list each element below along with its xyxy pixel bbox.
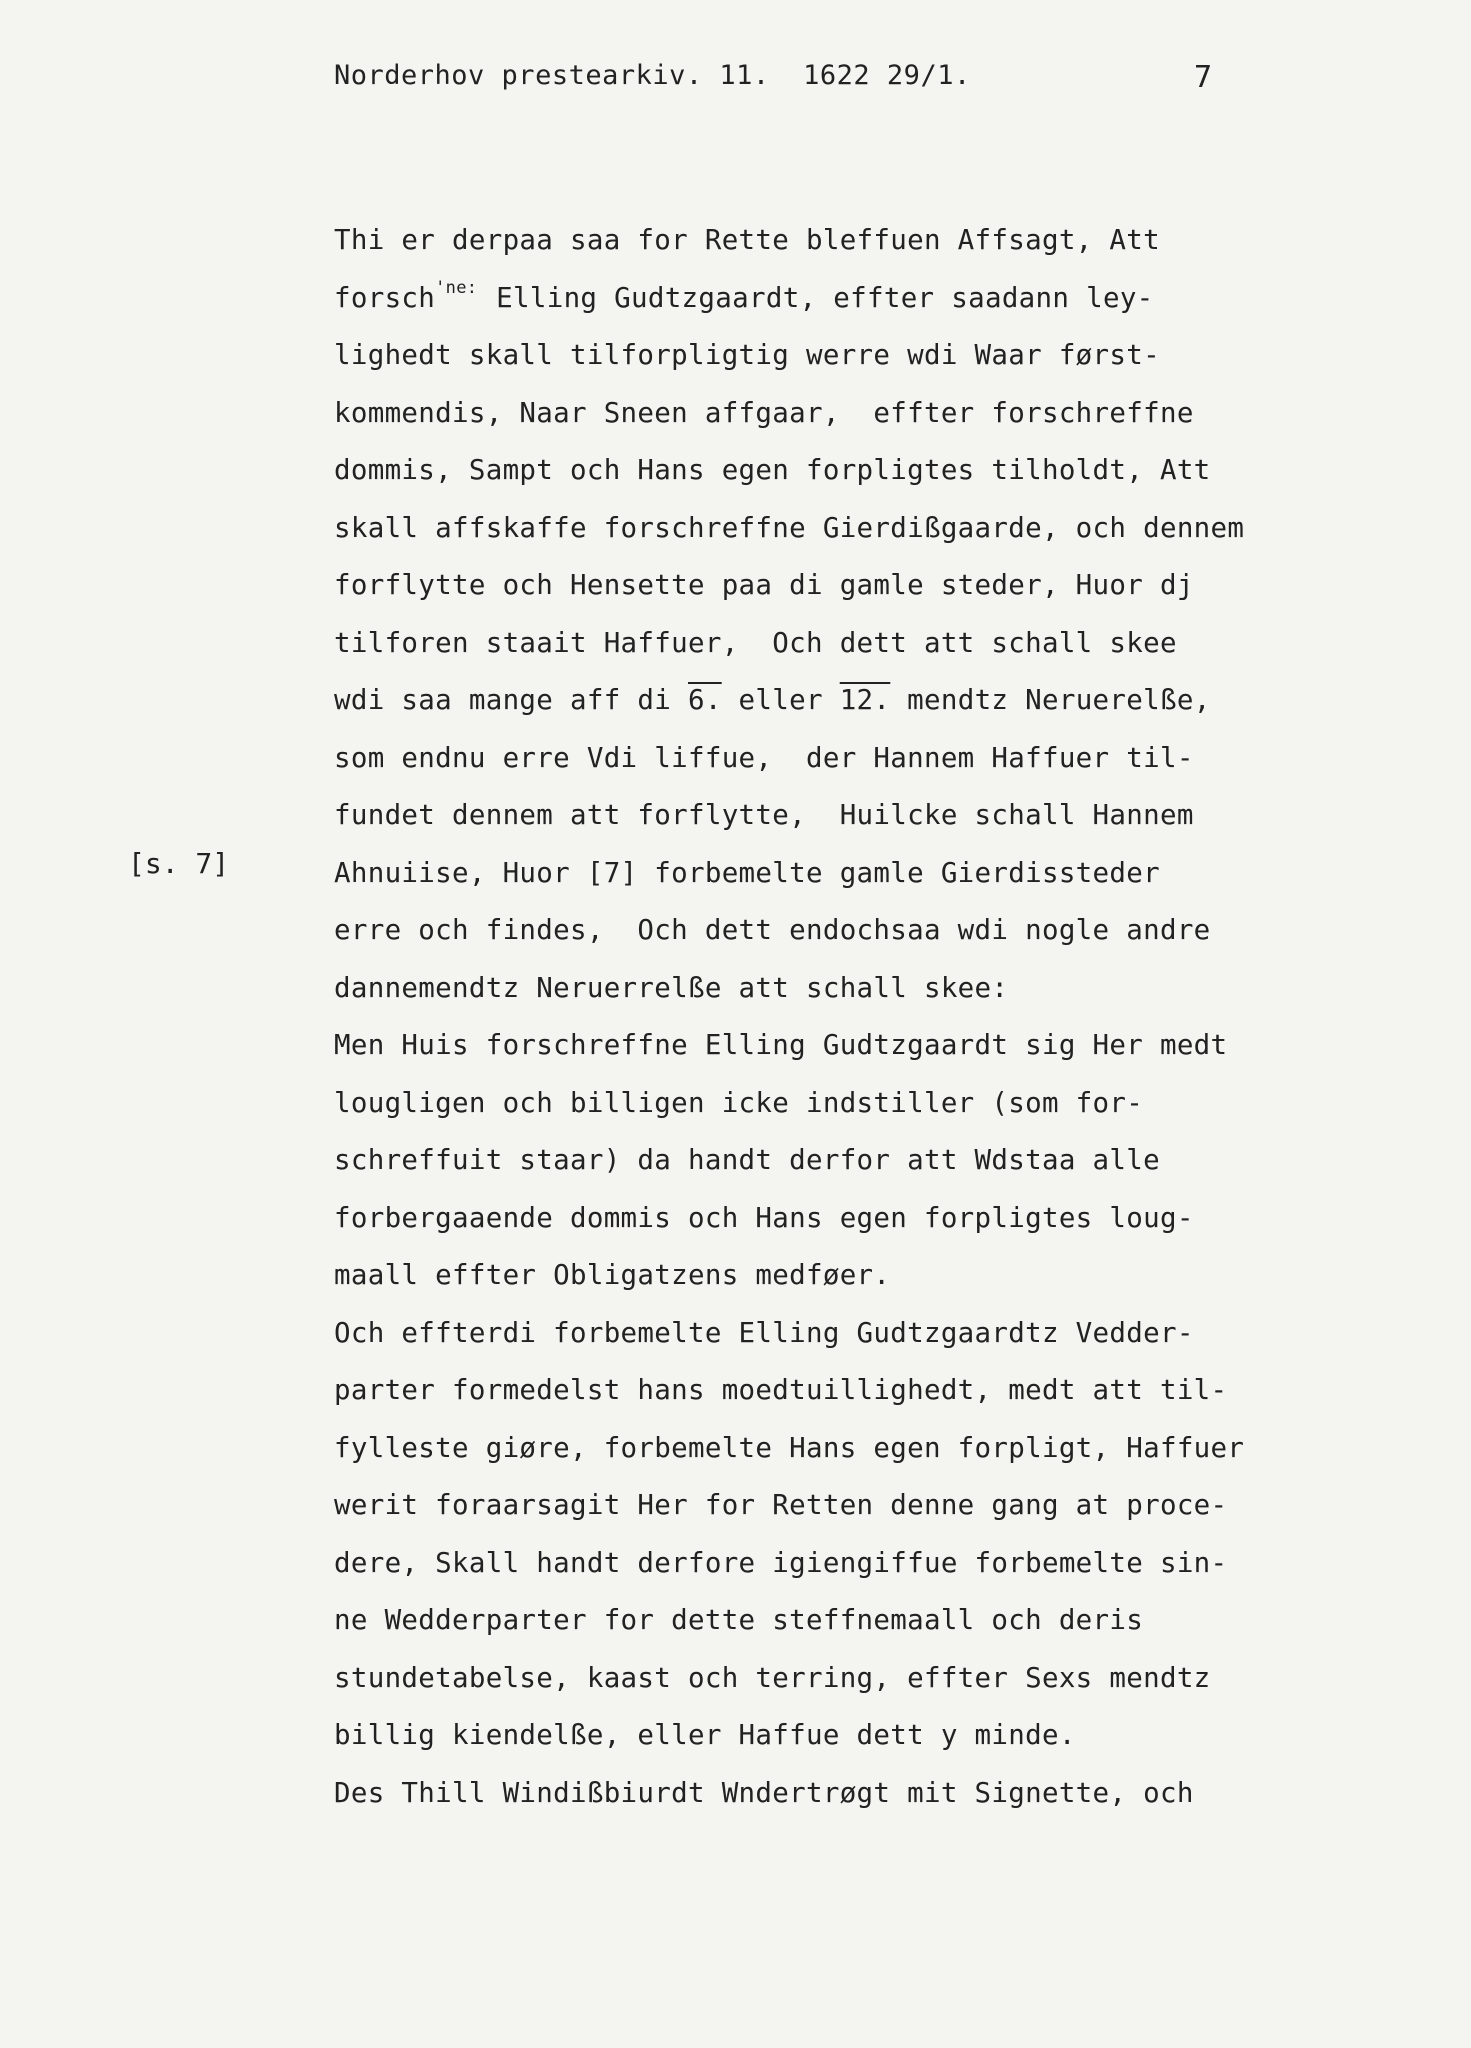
text-line: lougligen och billigen icke indstiller (som for- — [334, 1086, 1144, 1119]
text-line: dommis, Sampt och Hans egen forpligtes tilholdt, Att — [334, 454, 1211, 486]
superscript-abbreviation: 'ne: — [435, 277, 478, 298]
page-number: 7 — [1194, 60, 1213, 95]
margin-page-reference: [s. 7] — [128, 847, 230, 880]
text-fragment: wdi saa mange aff di — [334, 684, 688, 716]
text-line: forbergaaende dommis och Hans egen forpligtes loug- — [334, 1201, 1194, 1234]
text-line: maall effter Obligatzens medføer. — [334, 1259, 891, 1291]
text-line: fylleste giøre, forbemelte Hans egen forpligt, Haffuer — [334, 1431, 1245, 1464]
overlined-numeral: 6. — [687, 684, 722, 716]
text-line: dannemendtz Neruerrelße att schall skee: — [334, 971, 1009, 1004]
text-line: stundetabelse, kaast och terring, effter Sexs mendtz — [334, 1661, 1211, 1694]
text-line: skall affskaffe forschreffne Gierdißgaarde, och dennem — [334, 511, 1245, 544]
overlined-numeral: 12. — [839, 684, 891, 716]
text-line: ne Wedderparter for dette steffnemaall och deris — [334, 1604, 1144, 1636]
text-line: forflytte och Hensette paa di gamle steder, Huor dj — [334, 569, 1194, 601]
text-fragment: Elling Gudtzgaardt, effter saadann ley- — [479, 281, 1154, 314]
text-line: Men Huis forschreffne Elling Gudtzgaardt sig Her medt — [334, 1029, 1228, 1061]
transcription-body — [334, 212, 1444, 1822]
text-line: som endnu erre Vdi liffue, der Hannem Haffuer til- — [334, 741, 1194, 774]
text-line: dere, Skall handt derfore igiengiffue forbemelte sin- — [334, 1546, 1228, 1579]
text-line: werit foraarsagit Her for Retten denne gang at proce- — [334, 1489, 1228, 1521]
text-line: tilforen staait Haffuer, Och dett att schall skee — [334, 626, 1177, 659]
text-line: kommendis, Naar Sneen affgaar, effter forschreffne — [334, 396, 1194, 429]
text-line: Och effterdi forbemelte Elling Gudtzgaardtz Vedder- — [334, 1316, 1194, 1349]
text-line: fundet dennem att forflytte, Huilcke schall Hannem — [334, 799, 1194, 831]
text-line: lighedt skall tilforpligtig werre wdi Waar først- — [334, 339, 1160, 371]
text-line: billig kiendelße, eller Haffue dett y minde. — [334, 1719, 1076, 1751]
text-line: schreffuit staar) da handt derfor att Wdstaa alle — [334, 1144, 1160, 1176]
text-line — [334, 672, 1444, 730]
text-line: parter formedelst hans moedtuillighedt, medt att til- — [334, 1374, 1228, 1406]
text-line — [334, 270, 1444, 328]
text-line: Des Thill Windißbiurdt Wndertrøgt mit Signette, och — [334, 1776, 1194, 1809]
text-line: erre och findes, Och dett endochsaa wdi nogle andre — [334, 914, 1211, 946]
text-fragment: mendtz Neruerelße, — [890, 684, 1211, 716]
text-fragment: eller — [721, 684, 840, 716]
page-header: Norderhov prestearkiv. 11. 1622 29/1. — [334, 60, 971, 91]
text-fragment: forsch — [334, 281, 436, 314]
text-line: Thi er derpaa saa for Rette bleffuen Affsagt, Att — [334, 224, 1160, 256]
text-line: Ahnuiise, Huor [7] forbemelte gamle Gierdissteder — [334, 856, 1160, 889]
